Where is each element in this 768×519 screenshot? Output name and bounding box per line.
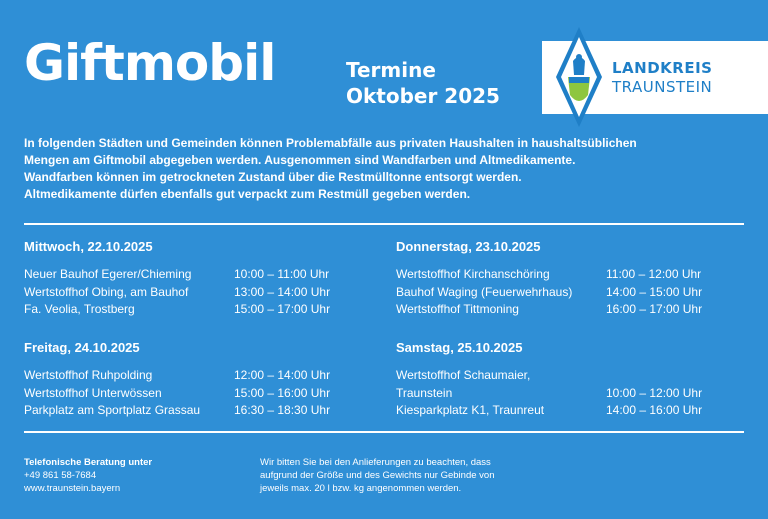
subtitle-line-2: Oktober 2025 (346, 84, 500, 108)
subtitle-line-1: Termine (346, 58, 436, 82)
contact-info (24, 456, 152, 495)
day-block-friday (24, 340, 364, 420)
phone-number: +49 861 58-7684 (24, 470, 97, 481)
day-heading: Samstag, 25.10.2025 (396, 340, 523, 355)
intro-line: In folgenden Städten und Gemeinden können Problemabfälle aus privaten Haushalten in haushaltsüblichen (24, 136, 637, 150)
schedule-row (396, 402, 736, 420)
time: 16:30 – 18:30 Uhr (234, 403, 331, 417)
schedule-row (24, 385, 364, 403)
day-block-wednesday (24, 239, 364, 319)
schedule-row (396, 385, 736, 403)
website-link[interactable]: www.traunstein.bayern (24, 483, 121, 494)
schedule-row (396, 284, 736, 302)
location: Parkplatz am Sportplatz Grassau (24, 403, 201, 417)
location: Wertstoffhof Unterwössen (24, 385, 162, 400)
location: Fa. Veolia, Trostberg (24, 302, 135, 316)
page-title: Giftmobil (24, 34, 276, 92)
location: Wertstoffhof Kirchanschöring (396, 267, 550, 281)
day-block-thursday (396, 239, 736, 319)
time: 14:00 – 16:00 Uhr (606, 403, 703, 417)
schedule-row (396, 367, 736, 385)
time: 10:00 – 12:00 Uhr (606, 385, 703, 400)
time: 14:00 – 15:00 Uhr (606, 284, 703, 299)
note-line: Wir bitten Sie bei den Anlieferungen zu beachten, dass (260, 457, 491, 468)
time: 15:00 – 17:00 Uhr (234, 302, 331, 316)
note-line: aufgrund der Größe und des Gewichts nur Gebinde von (260, 470, 495, 481)
location: Neuer Bauhof Egerer/Chieming (24, 267, 192, 281)
schedule-row (396, 301, 736, 319)
schedule-row (24, 402, 364, 420)
location: Wertstoffhof Obing, am Bauhof (24, 284, 189, 299)
intro-line: Mengen am Giftmobil abgegeben werden. Ausgenommen sind Wandfarben und Altmedikamente. (24, 153, 576, 167)
delivery-note (260, 456, 550, 495)
schedule-row (24, 367, 364, 385)
location: Wertstoffhof Ruhpolding (24, 368, 153, 382)
location: Wertstoffhof Schaumaier, (396, 368, 531, 382)
location: Kiesparkplatz K1, Traunreut (396, 403, 545, 417)
divider-top (24, 223, 744, 225)
day-block-saturday (396, 340, 736, 420)
day-heading: Donnerstag, 23.10.2025 (396, 239, 541, 254)
note-line: jeweils max. 20 l bzw. kg angenommen werden. (260, 483, 462, 494)
intro-line: Altmedikamente dürfen ebenfalls gut verpackt zum Restmüll gegeben werden. (24, 187, 471, 201)
contact-heading: Telefonische Beratung unter (24, 457, 153, 468)
intro-text (24, 135, 744, 203)
time: 12:00 – 14:00 Uhr (234, 368, 331, 382)
logo-text-landkreis: LANDKREIS (612, 59, 713, 77)
schedule-row (24, 266, 364, 284)
location: Wertstoffhof Tittmoning (396, 302, 519, 316)
schedule-row (396, 266, 736, 284)
time: 15:00 – 16:00 Uhr (234, 385, 331, 400)
day-heading: Freitag, 24.10.2025 (24, 340, 140, 355)
location: Bauhof Waging (Feuerwehrhaus) (396, 284, 573, 299)
subtitle (346, 57, 500, 109)
time: 16:00 – 17:00 Uhr (606, 302, 703, 316)
location: Traunstein (396, 385, 453, 400)
time: 10:00 – 11:00 Uhr (234, 267, 330, 281)
day-heading: Mittwoch, 22.10.2025 (24, 239, 153, 254)
intro-line: Wandfarben können im getrockneten Zustand über die Restmülltonne entsorgt werden. (24, 170, 522, 184)
schedule-row (24, 301, 364, 319)
divider-bottom (24, 431, 744, 433)
time: 11:00 – 12:00 Uhr (606, 267, 702, 281)
schedule-row (24, 284, 364, 302)
logo-text-traunstein: TRAUNSTEIN (612, 78, 713, 96)
time: 13:00 – 14:00 Uhr (234, 284, 331, 299)
landkreis-logo (542, 41, 768, 114)
coat-of-arms-icon (556, 27, 602, 127)
